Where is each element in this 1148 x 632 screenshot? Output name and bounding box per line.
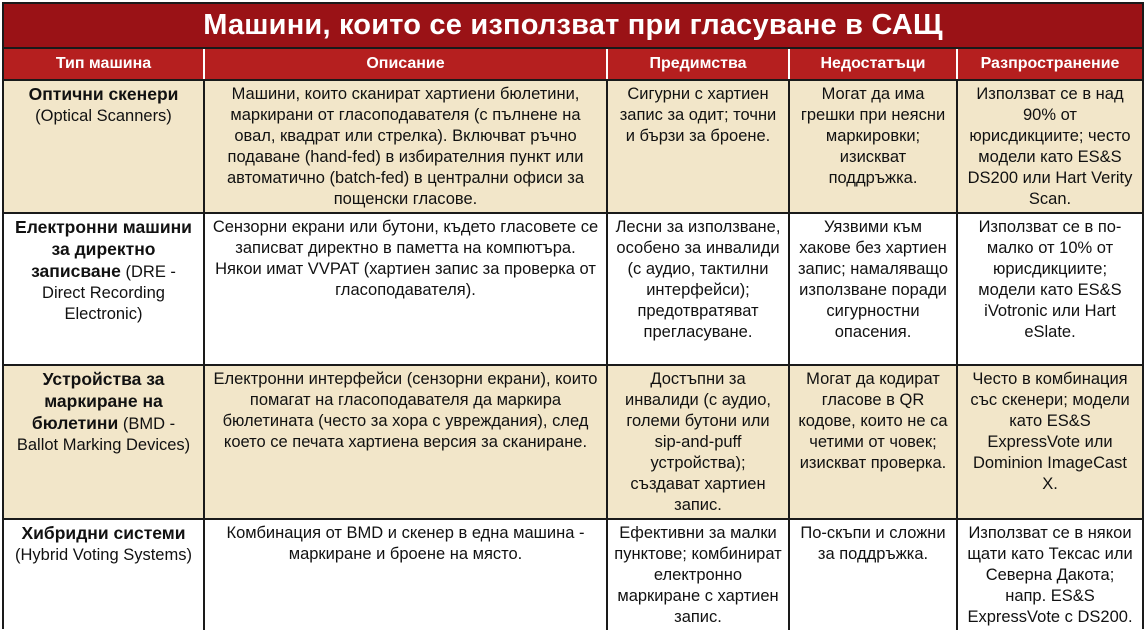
column-header-disadvantages: Недостатъци xyxy=(789,49,957,80)
cell-advantages: Достъпни за инвалиди (с аудио, големи бутони или sip-and-puff устройства); създават хартиен запис. xyxy=(607,365,789,519)
type-name: Електронни машини за директно записване xyxy=(15,217,192,281)
table-row xyxy=(4,213,1142,365)
cell-disadvantages: Могат да кодират гласове в QR кодове, които не са четими от човек; изискват проверка. xyxy=(789,365,957,519)
type-name: Хибридни системи xyxy=(21,523,186,543)
column-header-description: Описание xyxy=(204,49,607,80)
cell-type xyxy=(4,365,204,519)
cell-disadvantages: Могат да има грешки при неясни маркировки; изискват поддръжка. xyxy=(789,80,957,213)
header-row xyxy=(4,49,1142,80)
cell-distribution: Често в комбинация със скенери; модели като ES&S ExpressVote или Dominion ImageCast X. xyxy=(957,365,1142,519)
type-name: Устройства за маркиране на бюлетини xyxy=(31,369,165,433)
type-english: (Hybrid Voting Systems) xyxy=(15,546,192,564)
cell-disadvantages: Уязвими към хакове без хартиен запис; намаляващо използване поради сигурностни опасения. xyxy=(789,213,957,365)
cell-advantages: Ефективни за малки пунктове; комбинират електронно маркиране с хартиен запис. xyxy=(607,519,789,630)
cell-disadvantages: По-скъпи и сложни за поддръжка. xyxy=(789,519,957,630)
cell-distribution: Използват се в по-малко от 10% от юрисдикциите; модели като ES&S iVotronic или Hart eSlate. xyxy=(957,213,1142,365)
column-header-type: Тип машина xyxy=(4,49,204,80)
type-english: (BMD - Ballot Marking Devices) xyxy=(16,415,191,454)
column-header-distribution: Разпространение xyxy=(957,49,1142,80)
cell-advantages: Сигурни с хартиен запис за одит; точни и бързи за броене. xyxy=(607,80,789,213)
table-row xyxy=(4,80,1142,213)
type-name: Оптични скенери xyxy=(28,84,179,104)
cell-description: Електронни интерфейси (сензорни екрани), които помагат на гласоподавателя да маркира бюлетината (често за хора с увреждания), след което се печата хартиена версия за сканиране. xyxy=(204,365,607,519)
table-row xyxy=(4,519,1142,630)
table-row xyxy=(4,365,1142,519)
cell-type xyxy=(4,213,204,365)
column-header-advantages: Предимства xyxy=(607,49,789,80)
cell-distribution: Използват се в някои щати като Тексас или Северна Дакота; напр. ES&S ExpressVote с DS200. xyxy=(957,519,1142,630)
table-frame xyxy=(2,2,1144,629)
voting-machines-table xyxy=(4,49,1142,630)
cell-type xyxy=(4,519,204,630)
type-english: (Optical Scanners) xyxy=(35,107,172,125)
cell-advantages: Лесни за използване, особено за инвалиди (с аудио, тактилни интерфейси); предотвратяват прегласуване. xyxy=(607,213,789,365)
cell-description: Машини, които сканират хартиени бюлетини, маркирани от гласоподавателя (с пълнене на овал, квадрат или стрелка). Включват ръчно подаване (hand-fed) в избирателния пункт или автоматично (batch-fed) в централни офиси за пощенски гласове. xyxy=(204,80,607,213)
page-title: Машини, които се използват при гласуване в САЩ xyxy=(4,4,1142,49)
cell-distribution: Използват се в над 90% от юрисдикциите; често модели като ES&S DS200 или Hart Verity Scan. xyxy=(957,80,1142,213)
type-english: (DRE - Direct Recording Electronic) xyxy=(42,263,176,323)
cell-type xyxy=(4,80,204,213)
cell-description: Комбинация от BMD и скенер в една машина - маркиране и броене на място. xyxy=(204,519,607,630)
cell-description: Сензорни екрани или бутони, където гласовете се записват директно в паметта на компютъра. Някои имат VVPAT (хартиен запис за проверка от гласоподавателя). xyxy=(204,213,607,365)
